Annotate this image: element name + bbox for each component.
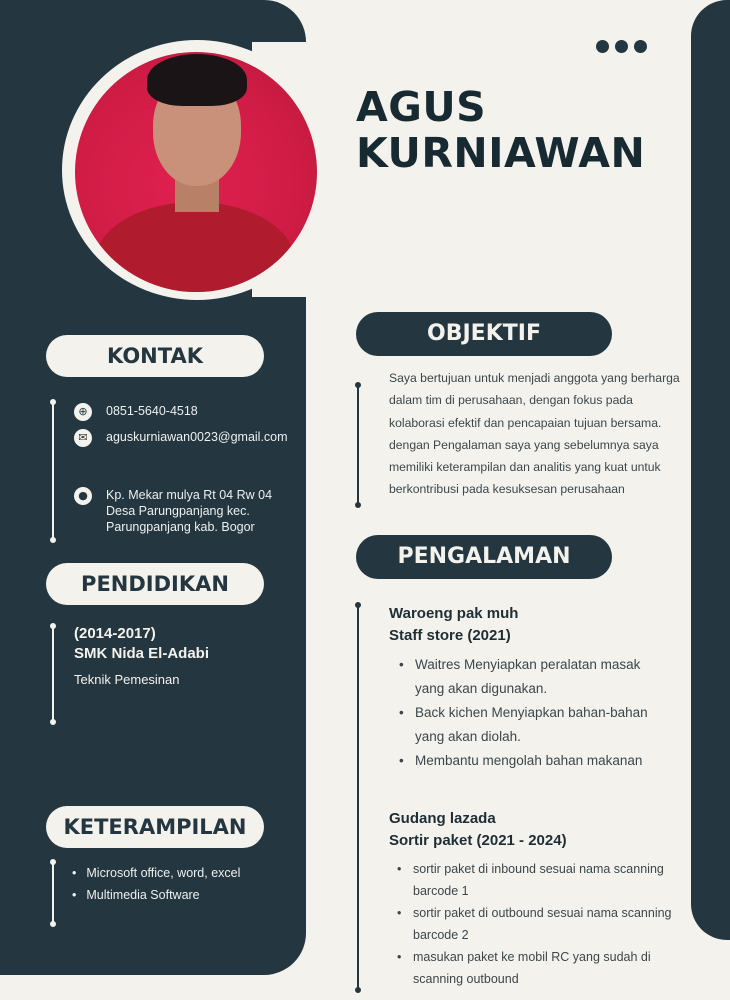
job-header: [389, 808, 567, 852]
job-header: [389, 603, 518, 647]
profile-photo: [75, 52, 317, 292]
objektif-timeline: [357, 385, 359, 505]
job-role: Staff store (2021): [389, 627, 511, 644]
skills-list: [72, 862, 240, 906]
pendidikan-timeline: [52, 626, 54, 722]
right-decor-strip: [691, 0, 730, 940]
job-company: Waroeng pak muh: [389, 605, 519, 622]
list-item: • Multimedia Software: [72, 884, 240, 906]
education-major: Teknik Pemesinan: [74, 672, 180, 687]
section-heading-pengalaman: PENGALAMAN: [356, 535, 612, 579]
education-entry: [74, 624, 209, 687]
list-item: • Back kichen Menyiapkan bahan-bahan yang akan diolah.: [389, 701, 669, 749]
job-company: Gudang lazada: [389, 810, 496, 827]
candidate-name: [356, 84, 645, 176]
location-pin-icon: ●: [74, 487, 92, 505]
contact-phone: ⊕ 0851-5640-4518: [74, 403, 198, 421]
list-item: • sortir paket di outbound sesuai nama scanning barcode 2: [387, 902, 677, 946]
contact-email: ✉ aguskurniawan0023@gmail.com: [74, 429, 288, 447]
education-school: SMK Nida El-Adabi: [74, 645, 210, 662]
job-duties-list: [389, 653, 669, 773]
list-item: • Microsoft office, word, excel: [72, 862, 240, 884]
objective-text: Saya bertujuan untuk menjadi anggota yang berharga dalam tim di perusahaan, dengan fokus pada kolaborasi efektif dan pencapaian tujuan bersama. dengan Pengalaman saya yang sebelumnya saya memiliki keterampilan dan analitis yang kuat untuk berkontribusi pada kesuksesan perusahaan: [389, 371, 680, 497]
last-name: KURNIAWAN: [356, 129, 646, 177]
list-item: • Waitres Menyiapkan peralatan masak yang akan digunakan.: [389, 653, 669, 701]
list-item: • Membantu mengolah bahan makanan: [389, 749, 669, 773]
keterampilan-timeline: [52, 862, 54, 924]
list-item: • sortir paket di inbound sesuai nama scanning barcode 1: [387, 858, 677, 902]
education-years: (2014-2017): [74, 625, 156, 642]
pengalaman-timeline: [357, 605, 359, 990]
mail-icon: ✉: [74, 429, 92, 447]
section-heading-keterampilan: KETERAMPILAN: [46, 806, 264, 848]
more-dots-icon[interactable]: [596, 40, 647, 53]
list-item: • masukan paket ke mobil RC yang sudah di scanning outbound: [387, 946, 677, 990]
section-heading-kontak: KONTAK: [46, 335, 264, 377]
globe-icon: ⊕: [74, 403, 92, 421]
job-duties-list: [387, 858, 677, 990]
contact-address: ● Kp. Mekar mulya Rt 04 Rw 04 Desa Parungpanjang kec. Parungpanjang kab. Bogor: [74, 487, 272, 535]
section-heading-objektif: OBJEKTIF: [356, 312, 612, 356]
job-role: Sortir paket (2021 - 2024): [389, 832, 567, 849]
first-name: AGUS: [356, 83, 487, 131]
section-heading-pendidikan: PENDIDIKAN: [46, 563, 264, 605]
kontak-timeline: [52, 402, 54, 540]
